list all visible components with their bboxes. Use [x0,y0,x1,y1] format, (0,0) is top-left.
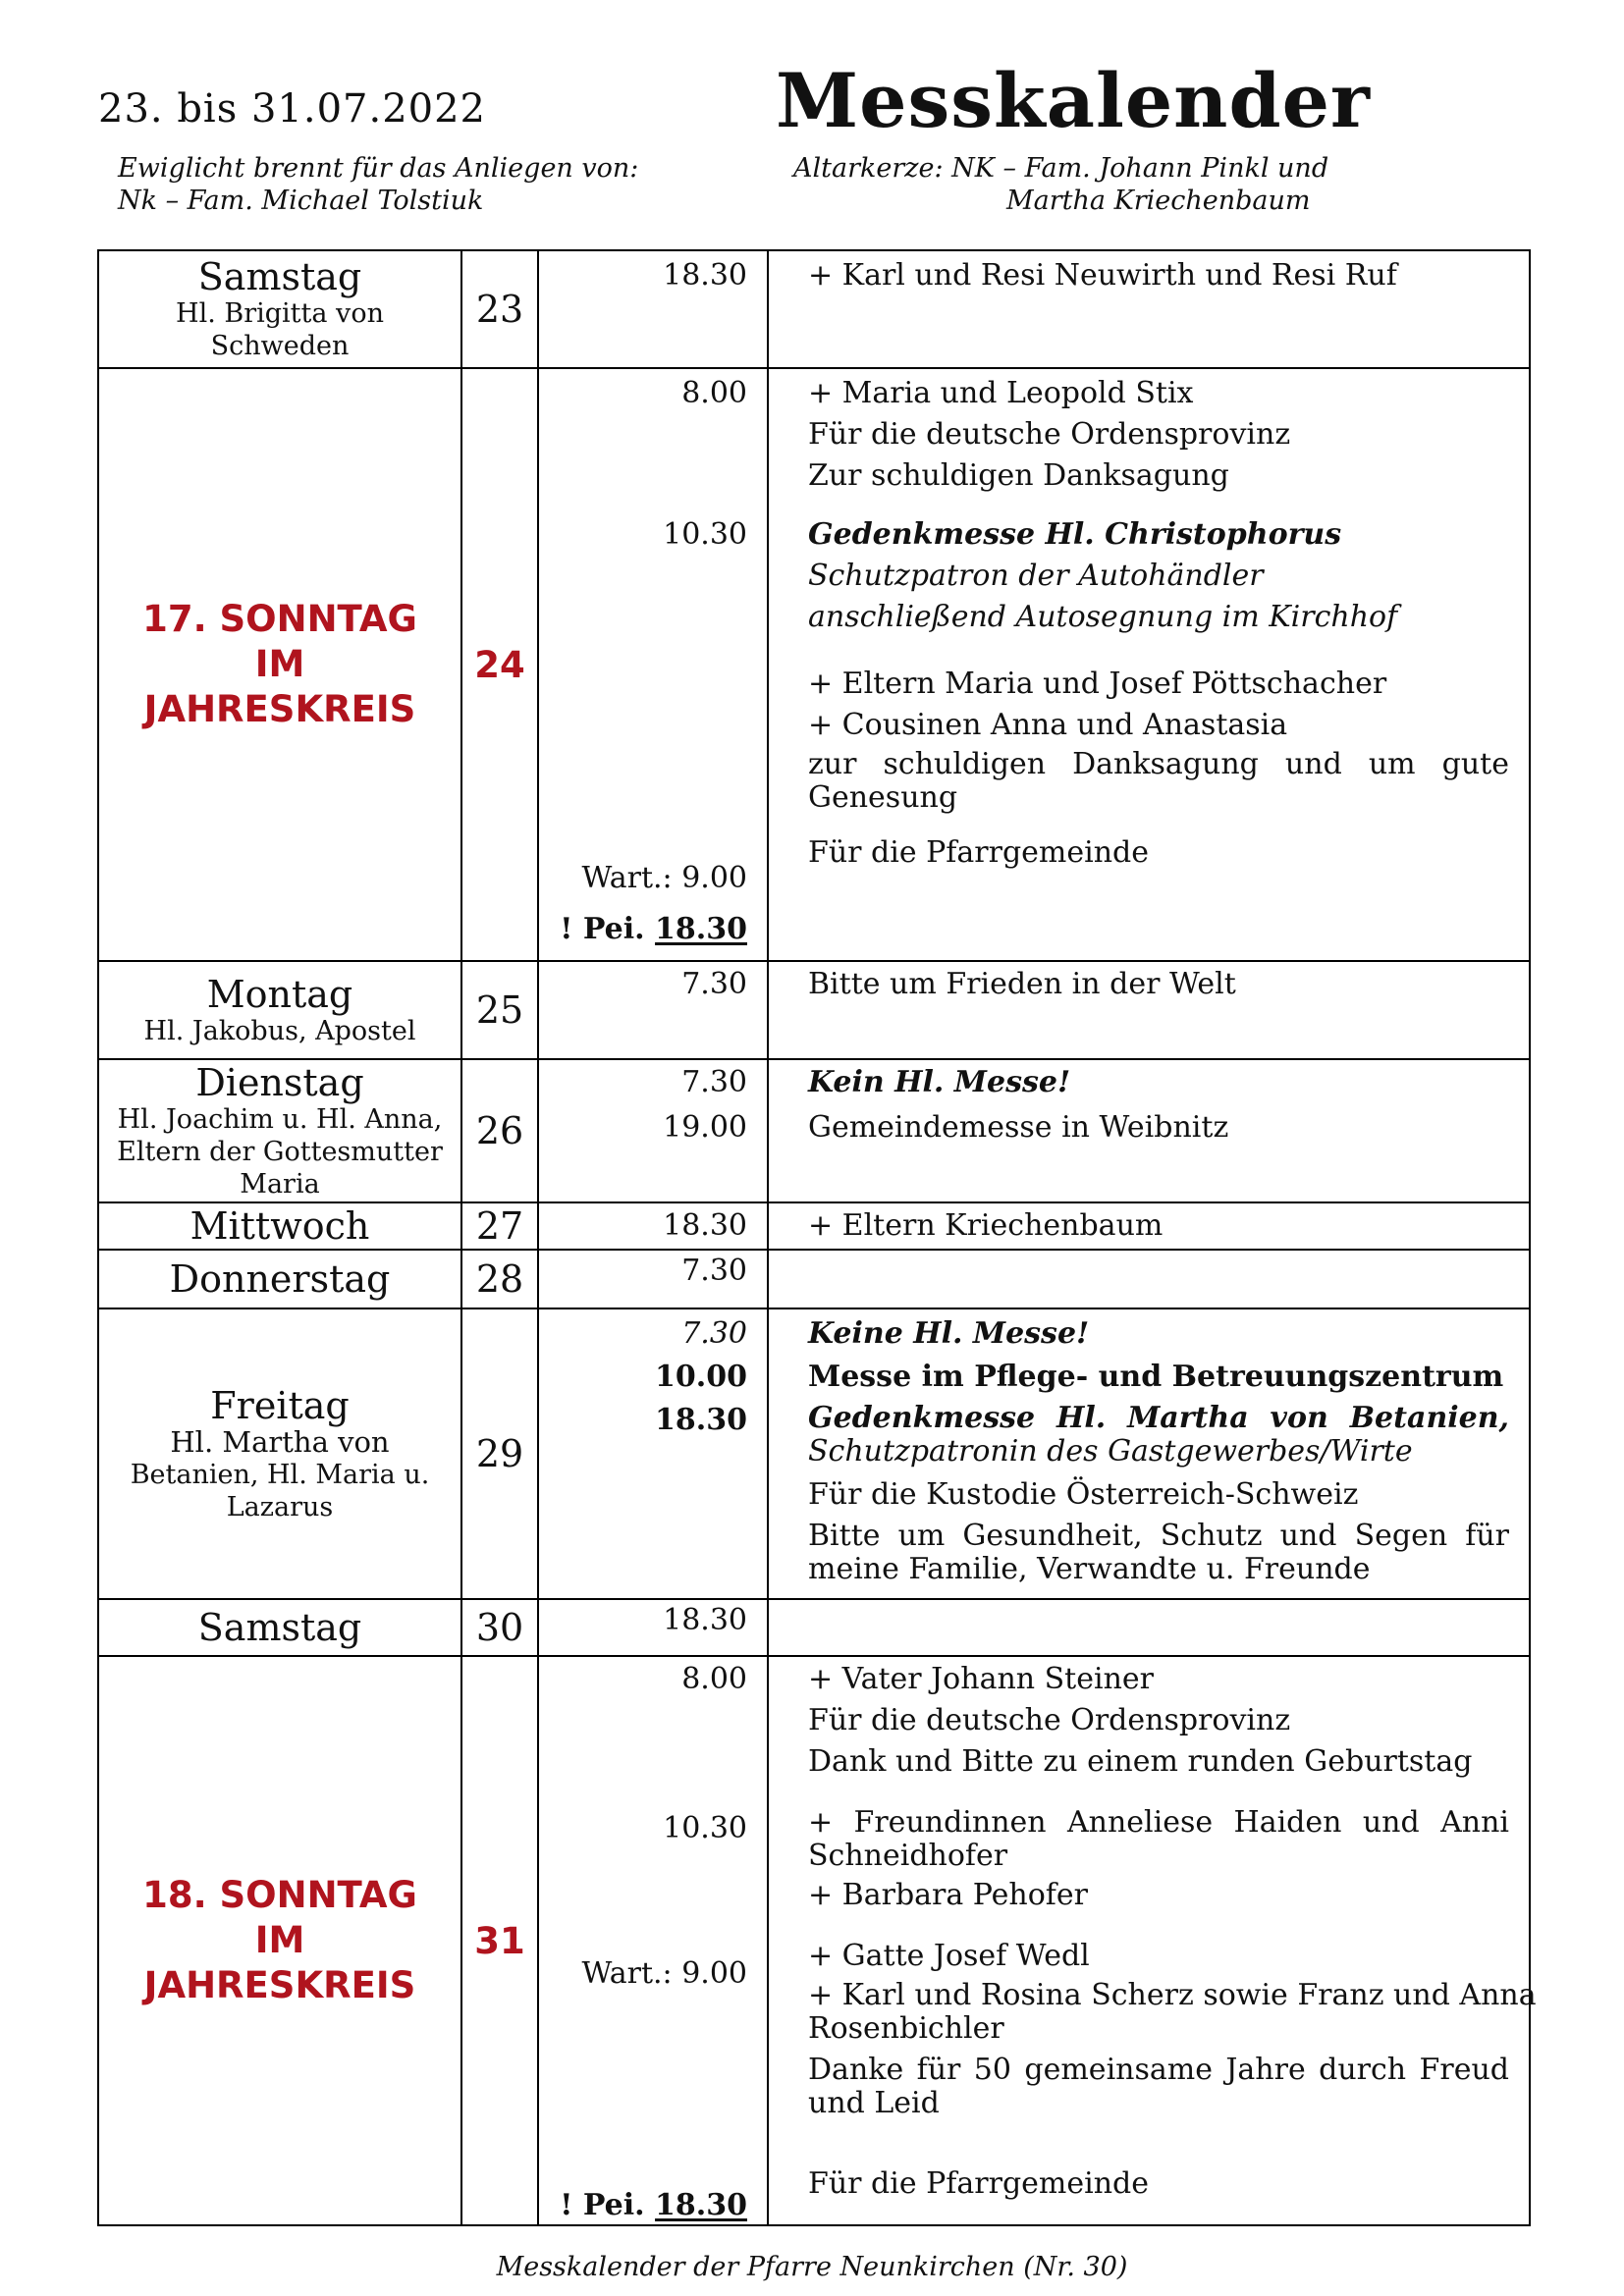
day-cell [98,961,461,1059]
intention: Für die deutsche Ordensprovinz [808,1703,1291,1737]
saint-name: Hl. Brigitta von [176,298,384,329]
intention: + Karl und Rosina Scherz sowie Franz und Anna [808,1978,1537,2012]
day-number: 31 [461,1656,538,2225]
sunday-title: 17. SONNTAG [142,598,417,640]
table-row [98,1250,1530,1308]
day-cell [98,1599,461,1656]
intention: + Barbara Pehofer [808,1878,1088,1912]
location-prefix: ! Pei. [560,2188,656,2222]
times-cell [538,961,768,1059]
intention: Für die deutsche Ordensprovinz [808,417,1291,452]
table-row [98,1308,1530,1599]
intention: zur schuldigen Danksagung und um gute [808,747,1509,781]
table-row [98,1059,1530,1202]
mass-time: 10.00 [655,1360,747,1394]
mass-time: 8.00 [681,376,747,410]
mass-time: 7.30 [681,1065,747,1099]
intention: + Cousinen Anna und Anastasia [808,708,1288,742]
mass-time: 7.30 [681,967,747,1001]
intention: Gemeindemesse in Weibnitz [808,1110,1229,1145]
intention-note: Schutzpatronin des Gastgewerbes/Wirte [808,1434,1413,1468]
intention: + Vater Johann Steiner [808,1662,1155,1696]
day-number: 26 [461,1059,538,1202]
intentions-cell [768,961,1530,1059]
day-number: 24 [461,368,538,961]
mass-time: 18.30 [655,1403,747,1437]
intentions-cell [768,250,1530,368]
intention-note: Schutzpatron der Autohändler [808,559,1264,593]
day-number: 27 [461,1202,538,1250]
day-number: 30 [461,1599,538,1656]
sunday-title: JAHRESKREIS [143,688,416,730]
intention: und Leid [808,2086,940,2120]
intention: + Eltern Maria und Josef Pöttschacher [808,667,1387,701]
intention: + Maria und Leopold Stix [808,376,1194,410]
intentions-cell [768,1656,1537,2225]
saint-name: Schweden [210,331,350,361]
intention: Dank und Bitte zu einem runden Geburtstag [808,1744,1473,1779]
saint-name: Hl. Martha von [170,1424,390,1459]
times-cell [538,250,768,368]
intention: + Gatte Josef Wedl [808,1939,1090,1973]
table-row [98,368,1530,961]
altarkerze-line: Altarkerze: NK – Fam. Johann Pinkl und [793,153,1329,184]
table-row [98,1202,1530,1250]
intention: Bitte um Gesundheit, Schutz und Segen für [808,1519,1509,1553]
day-name: Samstag [197,1606,362,1649]
mass-time: 18.30 [663,258,747,293]
intention: Zur schuldigen Danksagung [808,458,1229,493]
day-number: 23 [461,250,538,368]
day-name: Freitag [210,1383,350,1427]
altarkerze-family: Martha Kriechenbaum [1006,186,1311,216]
times-cell [538,368,768,961]
mass-time: 7.30 [681,1316,747,1351]
times-cell [538,1599,768,1656]
intention: Genesung [808,780,958,815]
mass-time: 18.30 [663,1208,747,1243]
times-cell [538,1656,768,2225]
mass-time: 18.30 [663,1603,747,1637]
mass-time: 10.30 [663,517,747,552]
day-cell [98,1656,461,2225]
intention: + Eltern Kriechenbaum [808,1208,1164,1243]
intention: Bitte um Frieden in der Welt [808,967,1236,1001]
intentions-cell [768,1202,1530,1250]
day-name: Donnerstag [169,1257,391,1301]
altarkerze-note [793,152,1328,217]
table-row [98,1599,1530,1656]
intentions-cell [768,1059,1530,1202]
intention: Schneidhofer [808,1839,1008,1873]
mass-time: 8.00 [681,1662,747,1696]
sunday-title: 18. SONNTAG [142,1874,417,1916]
mass-time-peisching [539,911,747,948]
intention: Für die Pfarrgemeinde [808,2166,1149,2201]
times-cell [538,1202,768,1250]
day-number: 25 [461,961,538,1059]
day-name: Samstag [197,255,362,298]
saint-name: Lazarus [226,1491,334,1522]
day-name: Mittwoch [189,1204,370,1248]
intention-special: Messe im Pflege- und Betreuungszentrum [808,1360,1504,1394]
saint-name: Eltern der Gottesmutter [117,1136,443,1167]
table-row [98,1656,1530,2225]
day-cell [98,1250,461,1308]
intention-special: Keine Hl. Messe! [808,1316,1090,1351]
intention-special: Gedenkmesse Hl. Martha von Betanien, [808,1401,1509,1435]
location-prefix: ! Pei. [560,912,656,946]
day-number: 29 [461,1308,538,1599]
intention-note: anschließend Autosegnung im Kirchhof [808,600,1398,634]
mass-time: 10.30 [663,1811,747,1845]
day-cell [98,250,461,368]
day-name: Dienstag [195,1060,364,1104]
page-footer: Messkalender der Pfarre Neunkirchen (Nr. 30) [496,2252,1128,2282]
sunday-title: JAHRESKREIS [143,1964,416,2006]
mass-time-peisching [539,2187,747,2224]
ewiglicht-line: Ewiglicht brennt für das Anliegen von: [118,153,639,184]
table-row [98,250,1530,368]
day-cell [98,1059,461,1202]
sunday-title: IM [254,1919,305,1961]
ewiglicht-note [118,152,638,217]
intentions-cell [768,1308,1530,1599]
day-cell [98,1202,461,1250]
day-name: Montag [206,972,353,1016]
times-cell [538,1250,768,1308]
day-cell [98,1308,461,1599]
sunday-title: IM [254,643,305,685]
date-range: 23. bis 31.07.2022 [98,86,486,132]
intention: Für die Kustodie Österreich-Schweiz [808,1477,1359,1512]
intention: + Karl und Resi Neuwirth und Resi Ruf [808,258,1397,293]
intention: + Freundinnen Anneliese Haiden und Anni [808,1805,1509,1840]
mass-time: Wart.: 9.00 [581,861,747,895]
day-cell [98,368,461,961]
intentions-cell [768,1250,1530,1308]
page-title: Messkalender [776,57,1371,144]
times-cell [538,1308,768,1599]
mass-calendar-table [97,249,1537,2226]
intention: Rosenbichler [808,2011,1004,2046]
mass-time: 19.00 [663,1110,747,1145]
saint-name: Hl. Jakobus, Apostel [143,1015,416,1046]
times-cell [538,1059,768,1202]
mass-time: Wart.: 9.00 [581,1956,747,1991]
intentions-cell [768,368,1530,961]
intention: meine Familie, Verwandte u. Freunde [808,1552,1371,1586]
mass-time: 7.30 [681,1254,747,1288]
intention-special: Kein Hl. Messe! [808,1065,1071,1099]
mass-time: 18.30 [655,912,747,946]
day-number: 28 [461,1250,538,1308]
table-row [98,961,1530,1059]
intention: Danke für 50 gemeinsame Jahre durch Freud [808,2053,1509,2087]
mass-time: 18.30 [655,2188,747,2222]
saint-name: Hl. Joachim u. Hl. Anna, [117,1103,443,1135]
intention-special: Gedenkmesse Hl. Christophorus [808,517,1342,552]
intention: Für die Pfarrgemeinde [808,835,1149,870]
intentions-cell [768,1599,1530,1656]
ewiglicht-family: Nk – Fam. Michael Tolstiuk [118,186,484,216]
saint-name: Maria [240,1168,320,1200]
saint-name: Betanien, Hl. Maria u. [130,1459,430,1490]
